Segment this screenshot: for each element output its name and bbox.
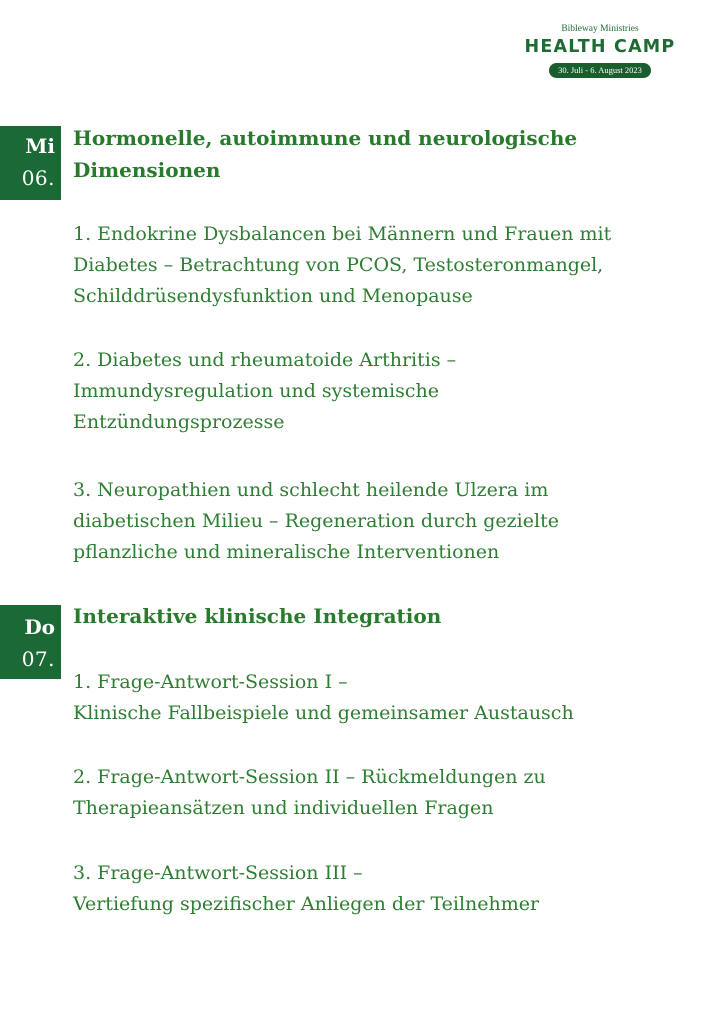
section-title-integration: Interaktive klinische Integration [73, 604, 442, 628]
section-title-hormonal: Hormonelle, autoimmune und neurologische Dimensionen [73, 126, 578, 182]
list-item: 3. Frage-Antwort-Session III – Vertiefung spezifischer Anliegen der Teilnehmer [73, 862, 540, 915]
event-header [512, 24, 688, 78]
day-badge-mi [0, 126, 61, 200]
day-number: 07. [21, 647, 55, 671]
day-number: 06. [21, 166, 55, 190]
organization-name: Bibleway Ministries [561, 24, 639, 34]
event-title: HEALTH CAMP [524, 37, 676, 57]
list-item: 1. Endokrine Dysbalancen bei Männern und Frauen mit Diabetes – Betrachtung von PCOS, Testosteronmangel, Schilddrüsendysfunktion und Menopause [73, 223, 612, 307]
day-badge-do [0, 605, 61, 679]
list-item: 1. Frage-Antwort-Session I – Klinische Fallbeispiele und gemeinsamer Austausch [73, 671, 574, 724]
list-item: 2. Diabetes und rheumatoide Arthritis – Immundysregulation und systemische Entzündungsprozesse [73, 349, 457, 433]
list-item: 2. Frage-Antwort-Session II – Rückmeldungen zu Therapieansätzen und individuellen Fragen [73, 766, 546, 819]
list-item: 3. Neuropathien und schlecht heilende Ulzera im diabetischen Milieu – Regeneration durch gezielte pflanzliche und mineralische Interventionen [73, 479, 559, 563]
day-abbr: Do [24, 615, 55, 639]
day-abbr: Mi [25, 134, 55, 158]
event-dates-badge: 30. Juli - 6. August 2023 [549, 63, 651, 78]
